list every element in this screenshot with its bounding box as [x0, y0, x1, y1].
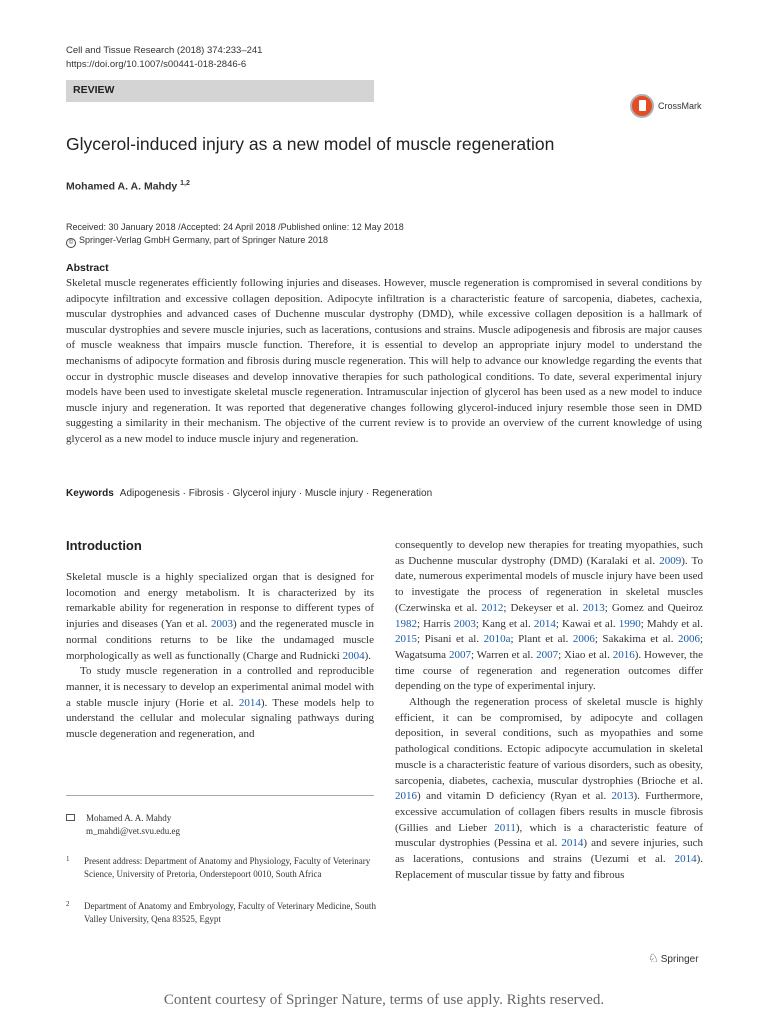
envelope-icon [66, 814, 75, 821]
intro-paragraph-3: consequently to develop new therapies for treating myopathies, such as Duchenne muscular dystrophy (DMD) (Karalaki et al. 2009). To date, numerous experimental models of muscle injury have been used to investigate the process of regeneration in skeletal muscles (Czerwinska et al. 2012; Dekeyser et al. 2013; Gomez and Queiroz 1982; Harris 2003; Kang et al. 2014; Kawai et al. 1990; Mahdy et al. 2015; Pisani et al. 2010a; Plant et al. 2006; Sakakima et al. 2006; Wagatsuma 2007; Warren et al. 2007; Xiao et al. 2016). However, the time course of regeneration and regeneration outcomes differ depending on the type of experimental injury. [395, 539, 704, 693]
citation-link[interactable]: 2003 [453, 617, 476, 630]
keywords-label: Keywords [66, 488, 114, 499]
citation-link[interactable]: 2016 [612, 648, 635, 661]
citation-link[interactable]: 2014 [561, 837, 584, 850]
article-dates [66, 221, 404, 248]
citation-link[interactable]: 2010a [483, 633, 511, 646]
author-line [66, 180, 190, 193]
citation-link[interactable]: 2011 [494, 821, 516, 834]
journal-citation [66, 44, 262, 72]
footnote-2 [66, 900, 386, 930]
intro-paragraph-1: Skeletal muscle is a highly specialized organ that is designed for locomotion and energy metabolism. It is characterized by its remarkable ability for regeneration in response to different types of injuries and diseases (Yan et al. 2003) and the regenerated muscle in normal conditions returns to be like the undamaged muscle morphologically as well as functionally (Charge and Rudnicki 2004). [66, 571, 375, 662]
keywords-list: Adipogenesis · Fibrosis · Glycerol injury · Muscle injury · Regeneration [119, 488, 433, 499]
footnote-text: Department of Anatomy and Embryology, Faculty of Veterinary Medicine, South Valley University, Qena 83525, Egypt [84, 901, 376, 924]
publisher-logo [648, 951, 699, 965]
citation-link[interactable]: 2007 [448, 648, 471, 661]
article-type-label: REVIEW [73, 84, 115, 96]
copyright-icon: © [66, 238, 76, 248]
crossmark-badge[interactable] [630, 92, 710, 122]
corresponding-author-name: Mohamed A. A. Mahdy [86, 813, 172, 823]
citation-link[interactable]: 2006 [572, 633, 595, 646]
citation-link[interactable]: 2004 [342, 649, 365, 662]
abstract-heading: Abstract [66, 262, 109, 274]
citation-link[interactable]: 2009 [659, 554, 682, 567]
author-name[interactable]: Mohamed A. A. Mahdy [66, 180, 178, 193]
article-title: Glycerol-induced injury as a new model of muscle regeneration [66, 134, 555, 154]
right-column [395, 538, 703, 883]
intro-paragraph-2: To study muscle regeneration in a controlled and reproducible manner, it is necessary to develop an experimental animal model with a stable muscle injury (Horie et al. 2014). These models help to understand the cellular and molecular signaling pathways during muscle degeneration and regeneration, and [66, 665, 375, 741]
citation-link[interactable]: 2014 [674, 853, 697, 866]
citation-link[interactable]: 2006 [677, 633, 700, 646]
publisher-name: Springer [660, 954, 699, 965]
crossmark-label: CrossMark [658, 101, 702, 111]
citation-link[interactable]: 2014 [533, 617, 556, 630]
footnote-divider [66, 795, 374, 796]
footnote-number: 1 [66, 855, 70, 863]
journal-line: Cell and Tissue Research (2018) 374:233–241 [66, 45, 263, 56]
article-type-bar [66, 80, 374, 102]
abstract-text: Skeletal muscle regenerates efficiently following injuries and diseases. However, muscle regeneration is compromised in several conditions by adipocyte infiltration and excessive collagen deposition. Adipocyte infiltration is a characteristic feature of sarcopenia, diabetes, cachexia, muscular dystrophies and advanced cases of Duchenne muscular dystrophy (DMD), while excessive collagen deposition is a hallmark of muscular dystrophies and severe muscle injuries, such as lacerations, contusions and strains. Muscle adipogenesis and fibrosis are major causes of muscle weakness that impairs muscle function. Therefore, it is essential to develop an appropriate injury model to understand the mechanisms of adipocyte formation and fibrosis during muscle regeneration. This will help to advance our knowledge regarding the events that occur in dystrophic muscle diseases and develop innovative therapies for such pathological conditions. To date, several experimental injury models have been used to investigate skeletal muscle regeneration. Intramuscular injection of glycerol has been used as a new model to induce muscle injury and regeneration. It was reported that degenerative changes following glycerol-induced injury resemble those seen in DMD suggesting a similarity in their mechanism. The objective of the current review is to provide an overview of the current knowledge of using glycerol as a new model to induce muscle injury and regeneration. [66, 277, 702, 445]
springer-horse-icon: ♘ [648, 951, 659, 965]
citation-link[interactable]: 2012 [481, 601, 504, 614]
citation-link[interactable]: 2007 [536, 648, 559, 661]
citation-link[interactable]: 1982 [395, 617, 417, 630]
intro-paragraph-4: Although the regeneration process of skeletal muscle is highly efficient, it can be compromised, by adipocyte and collagen deposition, in several conditions, such as myopathies and some pathological conditions. Ectopic adipocyte accumulation in skeletal muscle is a characteristic feature of various disorders, such as obesity, sarcopenia, diabetes, cachexia, muscular dystrophies (Brioche et al. 2016) and vitamin D deficiency (Ryan et al. 2013). Furthermore, excessive accumulation of collagen fibers results in muscle fibrosis (Gillies and Lieber 2011), which is a characteristic feature of muscular dystrophies (Pessina et al. 2014) and severe injuries, such as lacerations, contusions and strains (Uezumi et al. 2014). Replacement of muscular tissue by fatty and fibrous [395, 696, 703, 881]
copyright-text: Springer-Verlag GmbH Germany, part of Springer Nature 2018 [79, 235, 328, 245]
corresponding-author-email[interactable]: m_mahdi@vet.svu.edu.eg [86, 826, 181, 836]
left-column [66, 570, 374, 743]
copyright-line [66, 234, 404, 248]
citation-link[interactable]: 2016 [395, 790, 417, 803]
keywords-line [66, 488, 432, 499]
footnote-text: Present address: Department of Anatomy and Physiology, Faculty of Veterinary Science, University of Pretoria, Onderstepoort 0010, South Africa [84, 856, 371, 879]
author-affiliation-marks: 1,2 [180, 180, 190, 187]
introduction-heading: Introduction [66, 538, 142, 553]
citation-link[interactable]: 1990 [618, 617, 641, 630]
publication-dates: Received: 30 January 2018 /Accepted: 24 April 2018 /Published online: 12 May 2018 [66, 222, 404, 232]
citation-link[interactable]: 2003 [210, 618, 233, 631]
crossmark-icon [630, 94, 654, 118]
citation-link[interactable]: 2015 [395, 633, 417, 646]
citation-link[interactable]: 2013 [582, 601, 605, 614]
footnote-number: 2 [66, 900, 70, 908]
corresponding-author [66, 812, 366, 840]
footnote-1 [66, 855, 386, 895]
doi-link[interactable]: https://doi.org/10.1007/s00441-018-2846-6 [66, 59, 247, 70]
citation-link[interactable]: 2014 [238, 696, 261, 709]
citation-link[interactable]: 2013 [611, 790, 634, 803]
courtesy-notice: Content courtesy of Springer Nature, terms of use apply. Rights reserved. [163, 992, 605, 1008]
